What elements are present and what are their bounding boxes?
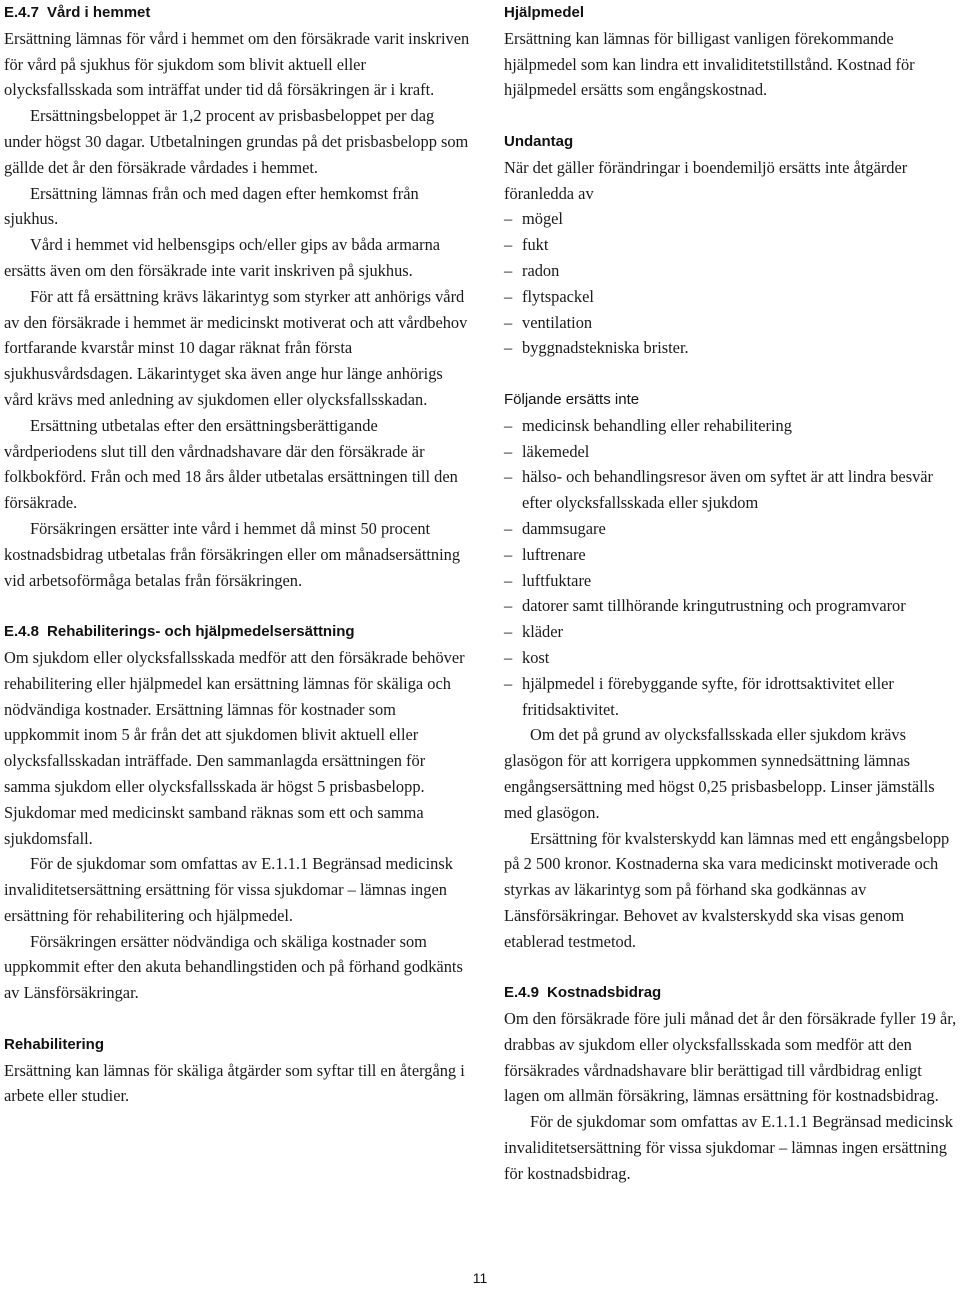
spacer [504,103,960,129]
paragraph: För de sjukdomar som omfattas av E.1.1.1 Begränsad medicinsk invaliditetsersättning för vissa sjukdomar – lämnas ingen ersättning för kostnadsbidrag. [504,1112,953,1183]
paragraph: Ersättning utbetalas efter den ersättningsberättigande vårdperiodens slut till den vårdnadshavare där den försäkrade är folkbokförd. Från och med 18 års ålder utbetalas ersättningen till den försäkrade. [4,415,458,513]
paragraph: När det gäller förändringar i boendemiljö ersätts inte åtgärder föranledda av [504,157,908,203]
paragraph: Ersättning lämnas från och med dagen efter hemkomst från sjukhus. [4,183,419,229]
section-number: E.4.7 [4,4,40,21]
section-number: E.4.9 [504,984,540,1002]
paragraph: Försäkringen ersätter inte vård i hemmet då minst 50 procent kostnadsbidrag utbetalas från försäkringen eller om månadsersättning vid arbetsoförmåga betalas från försäkringen. [4,518,461,590]
foljande-list [504,413,960,723]
rehab-heading: Rehabilitering [4,1035,105,1053]
spacer [4,1006,470,1032]
paragraph: För att få ersättning krävs läkarintyg som styrker att anhörigs vård av den försäkrade i hemmet är medicinskt motiverat och att vårdbehov fortfarande kvarstår minst 10 dagar räknat från första sjukhusvårdsdagen. Läkarintyget ska även ange hur länge anhörigs vård krävs med anledning av sjukdomen eller olycksfallsskadan. [4,286,468,409]
spacer [504,954,960,980]
list-item: – luftfuktare [504,568,960,594]
list-item: – kläder [504,619,960,645]
spacer [4,593,470,619]
section-title: Kostnadsbidrag [547,984,662,1002]
paragraph: Om sjukdom eller olycksfallsskada medför att den försäkrade behöver rehabilitering eller hjälpmedel kan ersättning lämnas för skäliga och nödvändiga kostnader. Ersättning lämnas för kostnader som uppkommit inom 5 år från det att sjukdomen blivit aktuell eller olycksfallsskadan inträffade. Den sammanlagda ersättningen för samma sjukdom eller olycksfallsskada är högst 5 prisbasbelopp. Sjukdomar med medicinskt samband räknas som ett och samma sjukdomsfall. [4,647,465,848]
foljande-heading: Följande ersätts inte [504,390,640,408]
section-number: E.4.8 [4,623,40,641]
paragraph: Om det på grund av olycksfallsskada eller sjukdom krävs glasögon för att korrigera uppkommen synnedsättning lämnas engångsersättning med högst 0,25 prisbasbelopp. Linser jämställs med glasögon. [504,725,935,822]
list-item: – dammsugare [504,516,960,542]
paragraph: Ersättning lämnas för vård i hemmet om den försäkrade varit inskriven för vård på sjukhus för sjukdom som blivit aktuell eller olycksfallsskada som inträffat under tid då försäkringen är i kraft. [4,28,470,100]
list-item: – hjälpmedel i förebyggande syfte, för idrottsaktivitet eller fritidsaktivitet. [504,671,960,723]
paragraph: Ersättningsbeloppet är 1,2 procent av prisbasbeloppet per dag under högst 30 dagar. Utbetalningen grundas på det prisbasbelopp som gällde det år den försäkrade vårdades i hemmet. [4,106,469,177]
list-item: – luftrenare [504,542,960,568]
section-title: Vård i hemmet [47,4,151,21]
paragraph: Om den försäkrade före juli månad det år den försäkrade fyller 19 år, drabbas av sjukdom eller olycksfallsskada som medför att den försäkrades vårdnadshavare blir berättigad till vårdbidrag enligt lagen om allmän försäkring, lämnas ersättning för kostnadsbidrag. [504,1009,957,1106]
list-item: – kost [504,645,960,671]
paragraph: Ersättning kan lämnas för skäliga åtgärder som syftar till en återgång i arbete eller studier. [4,1060,465,1106]
section-heading-e47 [4,0,470,26]
paragraph: För de sjukdomar som omfattas av E.1.1.1 Begränsad medicinsk invaliditetsersättning ersättning för vissa sjukdomar – lämnas ingen ersättning för rehabilitering och hjälpmedel. [4,854,453,925]
list-item: – hälso- och behandlingsresor även om syftet är att lindra besvär efter olycksfallsskada eller sjukdom [504,464,960,516]
section-heading-e48 [4,619,470,645]
undantag-heading: Undantag [504,132,574,150]
list-item: – flytspackel [504,284,960,310]
list-item: – medicinsk behandling eller rehabilitering [504,413,960,439]
left-column [4,0,470,1109]
list-item: – radon [504,258,960,284]
paragraph: Vård i hemmet vid helbensgips och/eller gips av båda armarna ersätts även om den försäkrade inte varit inskriven på sjukhus. [4,235,441,280]
spacer [504,361,960,387]
paragraph: Ersättning kan lämnas för billigast vanligen förekommande hjälpmedel som kan lindra ett invaliditetstillstånd. Kostnad för hjälpmedel ersätts som engångskostnad. [504,28,915,100]
section-title: Rehabiliterings- och hjälpmedelsersättning [47,623,355,641]
list-item: – läkemedel [504,439,960,465]
list-item: – datorer samt tillhörande kringutrustning och programvaror [504,593,960,619]
paragraph: Försäkringen ersätter nödvändiga och skäliga kostnader som uppkommit efter den akuta behandlingstiden och på förhand godkänts av Länsförsäkringar. [4,931,463,1003]
hjalpmedel-heading: Hjälpmedel [504,4,585,21]
list-item: – fukt [504,232,960,258]
right-column [504,0,960,1187]
list-item: – byggnadstekniska brister. [504,335,960,361]
paragraph: Ersättning för kvalsterskydd kan lämnas med ett engångsbelopp på 2 500 kronor. Kostnaderna ska vara medicinskt motiverade och styrkas av läkarintyg som på förhand ska godkännas av Länsförsäkringar. Behovet av kvalsterskydd ska visas genom etablerad testmetod. [504,828,950,951]
undantag-list [504,206,960,361]
list-item: – mögel [504,206,960,232]
list-item: – ventilation [504,310,960,336]
section-heading-e49 [504,980,960,1006]
page-number: 11 [472,1270,488,1286]
